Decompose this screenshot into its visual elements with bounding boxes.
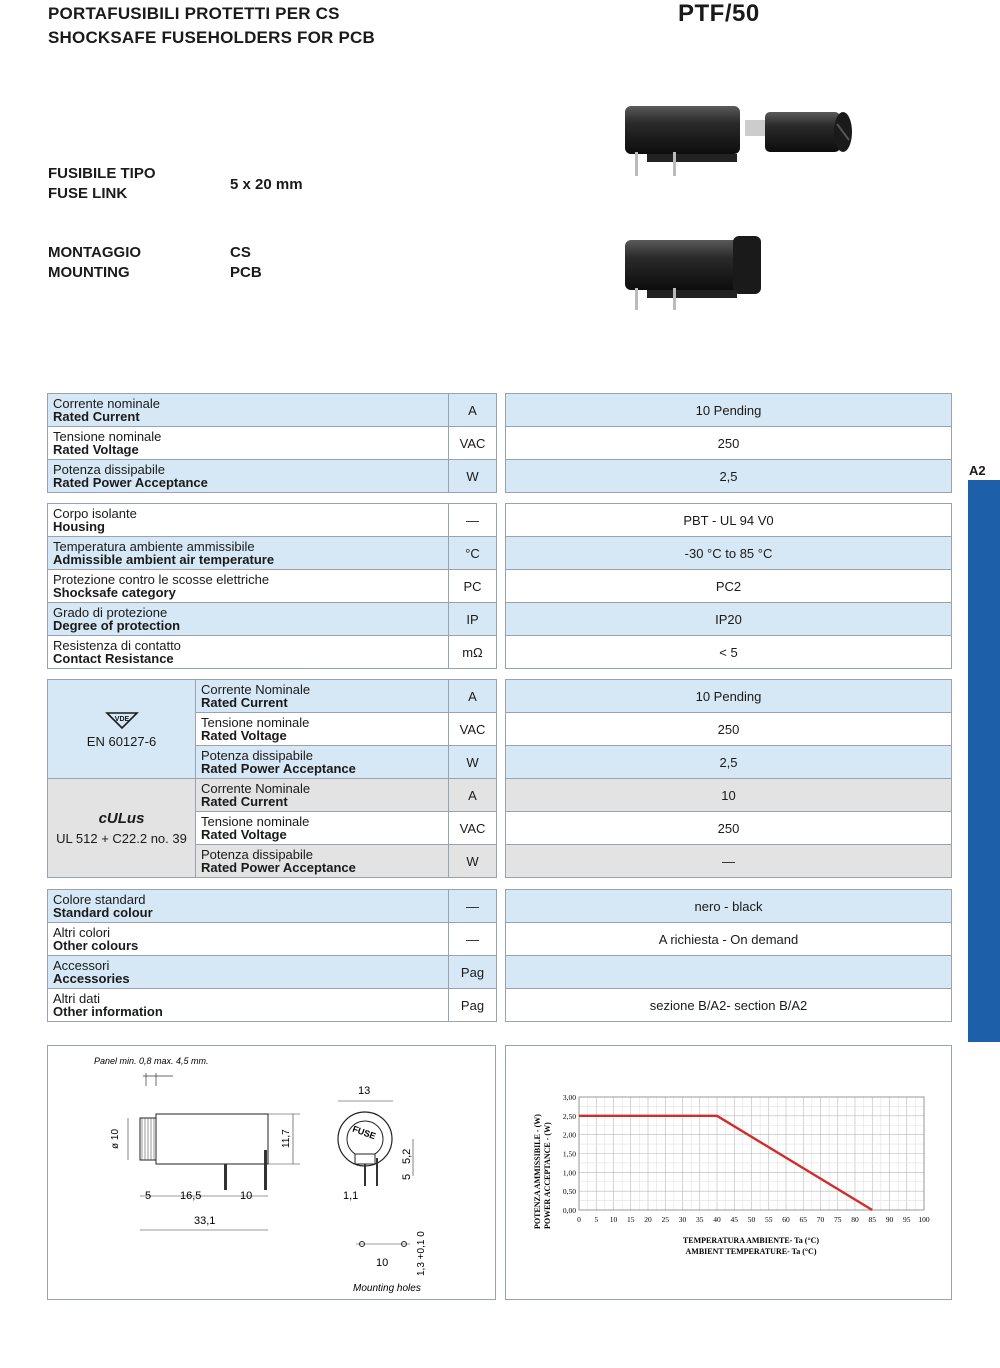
- row-label-en: Rated Current: [201, 695, 288, 710]
- table-row: [48, 603, 497, 636]
- x-tick-label: 5: [594, 1215, 599, 1224]
- x-tick-label: 70: [816, 1215, 825, 1224]
- row-unit: Pag: [449, 989, 497, 1022]
- row-label-en: Rated Current: [201, 794, 288, 809]
- y-axis-label-it: POTENZA AMMISSIBILE - (W): [533, 1114, 542, 1229]
- product-photo-open: [615, 98, 865, 178]
- mounting-label: [48, 243, 141, 283]
- row-label-it: Tensione nominale: [201, 814, 310, 829]
- dim-w10: 10: [240, 1190, 253, 1202]
- row-unit: °C: [449, 537, 497, 570]
- mount-label-en: MOUNTING: [48, 264, 130, 281]
- row-unit: W: [449, 845, 497, 878]
- derating-chart: [506, 1046, 951, 1299]
- x-tick-label: 30: [678, 1215, 687, 1224]
- mount-value-it: CS: [230, 244, 251, 261]
- row-value: 10: [506, 779, 952, 812]
- ul-standard: UL 512 + C22.2 no. 39: [56, 831, 187, 846]
- x-axis-label-en: AMBIENT TEMPERATURE- Ta (°C): [685, 1247, 817, 1256]
- row-unit: mΩ: [449, 636, 497, 669]
- row-label-it: Altri colori: [53, 925, 111, 940]
- row-label-en: Other colours: [53, 938, 139, 953]
- y-tick-label: 1,00: [562, 1168, 576, 1178]
- row-label-en: Contact Resistance: [53, 651, 174, 666]
- row-unit: VAC: [449, 427, 497, 460]
- row-label-it: Tensione nominale: [201, 715, 310, 730]
- row-label-it: Grado di protezione: [53, 605, 168, 620]
- x-tick-label: 90: [885, 1215, 894, 1224]
- row-unit: PC: [449, 570, 497, 603]
- y-axis-label-en: POWER ACCEPTANCE - (W): [543, 1122, 552, 1229]
- vde-logo-icon: [105, 710, 139, 730]
- row-value: 250: [506, 812, 952, 845]
- row-label-it: Resistenza di contatto: [53, 638, 181, 653]
- row-value: IP20: [506, 603, 952, 636]
- row-unit: —: [449, 890, 497, 923]
- rated-table-left: [47, 393, 497, 493]
- row-value: < 5: [506, 636, 952, 669]
- dim-length: 33,1: [194, 1215, 216, 1227]
- table-row: [48, 636, 497, 669]
- row-label-it: Corrente Nominale: [201, 682, 311, 697]
- y-tick-label: 3,00: [562, 1093, 576, 1102]
- row-label-en: Accessories: [53, 971, 130, 986]
- dim-mh10: 10: [376, 1257, 389, 1269]
- x-tick-label: 0: [577, 1215, 581, 1224]
- chart-ticks: [563, 1093, 930, 1224]
- row-label-en: Rated Current: [53, 409, 140, 424]
- table-row: [48, 956, 497, 989]
- row-unit: A: [449, 680, 497, 713]
- row-label-en: Rated Voltage: [53, 442, 139, 457]
- row-value: [506, 956, 952, 989]
- dim-w13: 13: [358, 1085, 371, 1097]
- x-axis-label-it: TEMPERATURA AMBIENTE- Ta (°C): [682, 1236, 820, 1245]
- technical-drawing: [48, 1046, 495, 1299]
- row-unit: VAC: [449, 812, 497, 845]
- x-tick-label: 20: [644, 1215, 652, 1224]
- row-value: 250: [506, 427, 952, 460]
- table-row: [48, 570, 497, 603]
- y-tick-label: 2,00: [562, 1130, 576, 1140]
- y-tick-label: 2,50: [562, 1111, 576, 1121]
- row-value: 2,5: [506, 746, 952, 779]
- dim-diameter: ø 10: [110, 1128, 121, 1149]
- fuse-text: FUSE: [351, 1123, 378, 1142]
- mounting-holes-label: Mounting holes: [353, 1283, 421, 1294]
- x-tick-label: 10: [609, 1215, 618, 1224]
- row-label-en: Rated Voltage: [201, 728, 287, 743]
- y-tick-label: 0,00: [562, 1206, 576, 1215]
- row-label-it: Colore standard: [53, 892, 146, 907]
- table-row: [48, 890, 497, 923]
- model-title: PTF/50: [678, 0, 760, 27]
- dim-h5: 5: [401, 1173, 413, 1180]
- table-row: [48, 779, 497, 812]
- x-tick-label: 75: [834, 1215, 842, 1224]
- row-label-it: Corrente Nominale: [201, 781, 311, 796]
- svg-text:VDE: VDE: [114, 715, 129, 723]
- row-value: PC2: [506, 570, 952, 603]
- table-row: [48, 537, 497, 570]
- fuse-link-label: [48, 164, 156, 204]
- table-row: [48, 504, 497, 537]
- other-table-left: [47, 889, 497, 1022]
- row-value: nero - black: [506, 890, 952, 923]
- row-label-it: Potenza dissipabile: [201, 847, 314, 862]
- row-unit: —: [449, 923, 497, 956]
- row-label-en: Housing: [53, 519, 105, 534]
- row-label-it: Altri dati: [53, 991, 100, 1006]
- approvals-table-left: [47, 679, 497, 878]
- approvals-table-values: [505, 679, 952, 878]
- row-value: PBT - UL 94 V0: [506, 504, 952, 537]
- row-value: —: [506, 845, 952, 878]
- x-tick-label: 45: [730, 1215, 738, 1224]
- table-row: [48, 680, 497, 713]
- row-value: 10 Pending: [506, 680, 952, 713]
- row-unit: W: [449, 746, 497, 779]
- mount-value-en: PCB: [230, 264, 262, 281]
- rated-table-values: [505, 393, 952, 493]
- x-tick-label: 55: [765, 1215, 773, 1224]
- fuse-label-en: FUSE LINK: [48, 185, 128, 202]
- x-tick-label: 50: [747, 1215, 756, 1224]
- mounting-value: [230, 243, 262, 283]
- table-row: [48, 460, 497, 493]
- row-label-en: Admissible ambient air temperature: [53, 552, 275, 567]
- row-unit: W: [449, 460, 497, 493]
- dim-height: 11,7: [281, 1129, 292, 1148]
- dim-w5: 5: [145, 1190, 152, 1202]
- row-label-en: Rated Power Acceptance: [201, 761, 356, 776]
- properties-table-left: [47, 503, 497, 669]
- mount-label-it: MONTAGGIO: [48, 244, 142, 261]
- dim-w165: 16,5: [180, 1190, 202, 1202]
- dim-h52: 5,2: [401, 1148, 413, 1164]
- x-tick-label: 95: [903, 1215, 911, 1224]
- row-unit: VAC: [449, 713, 497, 746]
- row-label-it: Accessori: [53, 958, 110, 973]
- table-row: [48, 923, 497, 956]
- row-value: 250: [506, 713, 952, 746]
- ul-logo-icon: [48, 810, 195, 827]
- x-tick-label: 65: [799, 1215, 807, 1224]
- properties-table-values: [505, 503, 952, 669]
- fuse-label-it: FUSIBILE TIPO: [48, 165, 156, 182]
- row-label-it: Protezione contro le scosse elettriche: [53, 572, 270, 587]
- row-label-it: Corpo isolante: [53, 506, 137, 521]
- table-row: [48, 427, 497, 460]
- row-label-en: Rated Power Acceptance: [201, 860, 356, 875]
- technical-drawing-box: [47, 1045, 496, 1300]
- y-tick-label: 1,50: [562, 1149, 576, 1159]
- row-label-en: Shocksafe category: [53, 585, 176, 600]
- row-label-it: Corrente nominale: [53, 396, 160, 411]
- header-line-it: PORTAFUSIBILI PROTETTI PER CS: [48, 4, 340, 23]
- x-tick-label: 85: [868, 1215, 876, 1224]
- row-label-it: Temperatura ambiente ammissibile: [53, 539, 255, 554]
- row-value: 10 Pending: [506, 394, 952, 427]
- x-tick-label: 15: [627, 1215, 635, 1224]
- row-label-en: Rated Power Acceptance: [53, 475, 208, 490]
- row-label-it: Tensione nominale: [53, 429, 162, 444]
- vde-cert-cell: [48, 680, 196, 779]
- row-unit: Pag: [449, 956, 497, 989]
- panel-note: Panel min. 0,8 max. 4,5 mm.: [94, 1056, 209, 1066]
- derating-chart-box: [505, 1045, 952, 1300]
- x-tick-label: 40: [713, 1215, 721, 1224]
- table-row: [48, 394, 497, 427]
- fuse-link-value: 5 x 20 mm: [230, 176, 303, 193]
- ul-logo-text: cULus: [98, 810, 145, 827]
- x-tick-label: 80: [851, 1215, 859, 1224]
- row-value: sezione B/A2- section B/A2: [506, 989, 952, 1022]
- row-unit: —: [449, 504, 497, 537]
- header-line-en: SHOCKSAFE FUSEHOLDERS FOR PCB: [48, 28, 375, 47]
- x-tick-label: 25: [661, 1215, 669, 1224]
- row-unit: A: [449, 779, 497, 812]
- y-tick-label: 0,50: [562, 1187, 576, 1197]
- page-header: [48, 2, 375, 50]
- x-tick-label: 35: [696, 1215, 704, 1224]
- row-label-it: Potenza dissipabile: [53, 462, 166, 477]
- vde-standard: EN 60127-6: [86, 733, 157, 749]
- row-label-en: Other information: [53, 1004, 163, 1019]
- row-label-en: Degree of protection: [53, 618, 181, 633]
- section-label: A2: [969, 463, 986, 478]
- dim-mh13: 1,3 +0,1 0: [416, 1231, 427, 1276]
- row-value: 2,5: [506, 460, 952, 493]
- row-label-it: Potenza dissipabile: [201, 748, 314, 763]
- section-side-bar: [968, 480, 1000, 1042]
- dim-w11: 1,1: [343, 1190, 359, 1202]
- other-table-values: [505, 889, 952, 1022]
- ul-cert-cell: [48, 779, 196, 878]
- row-label-en: Standard colour: [53, 905, 153, 920]
- chart-grid: [579, 1097, 924, 1210]
- x-tick-label: 60: [782, 1215, 790, 1224]
- row-unit: IP: [449, 603, 497, 636]
- row-value: -30 °C to 85 °C: [506, 537, 952, 570]
- x-tick-label: 100: [918, 1215, 930, 1224]
- table-row: [48, 989, 497, 1022]
- row-label-en: Rated Voltage: [201, 827, 287, 842]
- row-value: A richiesta - On demand: [506, 923, 952, 956]
- row-unit: A: [449, 394, 497, 427]
- product-photo-closed: [615, 232, 775, 312]
